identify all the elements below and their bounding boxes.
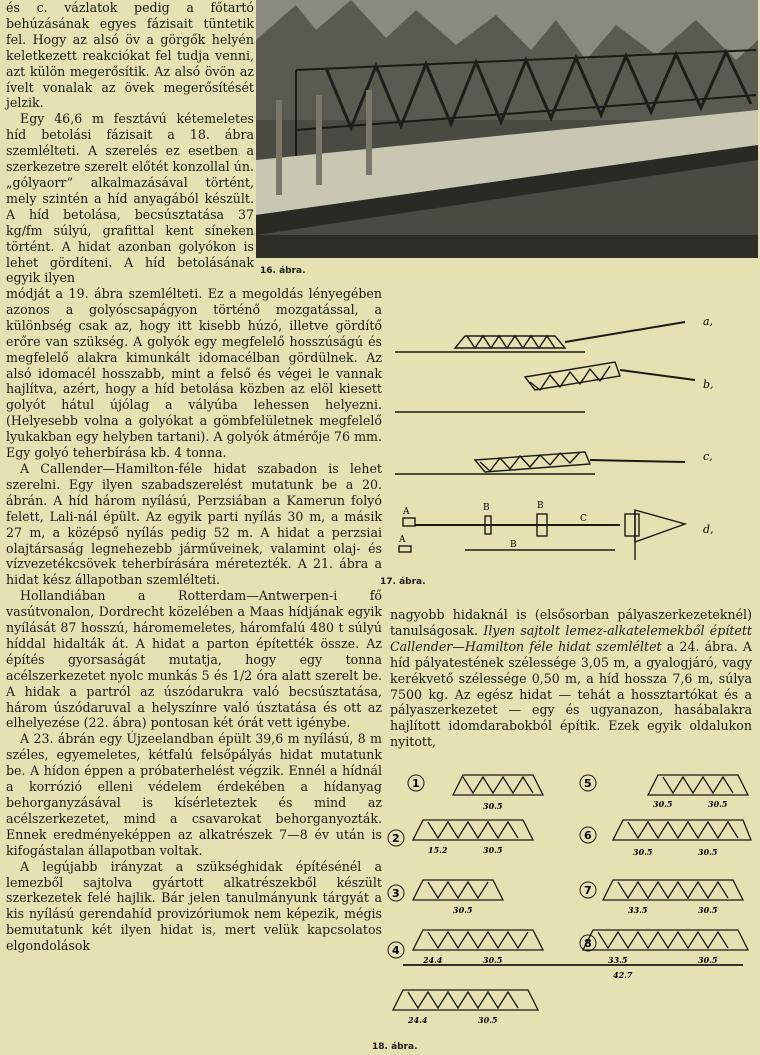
fig18-number: 7 bbox=[584, 884, 592, 897]
fig18-dim: 30.5 bbox=[633, 847, 653, 857]
figure-17-diagram bbox=[385, 292, 757, 596]
fig17-label-c: c, bbox=[703, 450, 713, 463]
fig18-number: 6 bbox=[584, 829, 592, 842]
fig18-dim: 15.2 bbox=[428, 845, 448, 855]
paragraph: A 23. ábrán egy Újzeelandban épült 39,6 m nyílású, 8 m széles, egyemeletes, kétfalú felsőpályás hidat mutatunk be. A hídon éppen a próbaterhelést végzik. Ennél a hídnál a korrózió elleni védelem érdekében a hídanyag behorganyzásával is kísérleteztek és mind az acélszerkezetet, mind a csavarokat beh͏organyozták. Ennek eredményeképpen az alkatrészek 7—8 év után is kifogástalan állapotban voltak. bbox=[6, 731, 382, 858]
fig18-dim: 30.5 bbox=[453, 905, 473, 915]
fig17-part-label: A bbox=[403, 507, 410, 517]
fig17-part-label: B bbox=[537, 501, 544, 511]
fig18-dim: 30.5 bbox=[698, 955, 718, 965]
fig17-label-b: b, bbox=[703, 378, 714, 391]
fig18-dim: 30.5 bbox=[708, 799, 728, 809]
fig18-dim: 30.5 bbox=[483, 801, 503, 811]
paragraph: Egy 46,6 m fesztávú kétemeletes híd betolási fázisait a 18. ábra szemlélteti. A szerelés ez esetben a szerkezetre szerelt előtét konzollal ún. „gólyaorr“ alkalmazásával történt, mely szintén a híd anyagából készült. A híd betolása, becsúsztatása 37 kg/fm súlyú, grafittal kent síneken történt. A hidat azonban golyókon is lehet gördíteni. A híd betolásának egyik ilyen bbox=[6, 111, 254, 286]
paragraph: és c. vázlatok pedig a főtartó behúzásának egyes fázisait tüntetik fel. Hogy az alsó öv a görgők helyén keletkezett reakciókat fel tudja venni, azt külön megerősítik. Az alsó övön az ívelt vonalak az övek megerősítését jelzik. bbox=[6, 0, 254, 111]
fig18-dim: 24.4 bbox=[423, 955, 443, 965]
right-text-column bbox=[390, 607, 752, 750]
fig18-dim: 33.5 bbox=[628, 905, 648, 915]
paragraph: A legújabb irányzat a szükséghidak építésénél a lemezből sajtolva gyártott alkatrészekből készült szerkezetek felé hajlik. Bár jelen tanulmányunk tárgyát a kis nyílású gerendahíd provizóriumok nem képezik, mégis bemutatunk két ilyen hidat is, mert velük kapcsolatos elgondolások bbox=[6, 858, 382, 954]
figure-caption: 17. ábra. bbox=[380, 577, 426, 587]
fig18-dim: 33.5 bbox=[608, 955, 628, 965]
figure-caption: 16. ábra. bbox=[260, 266, 306, 276]
fig17-part-label: A bbox=[399, 535, 406, 545]
fig18-dim: 30.5 bbox=[698, 905, 718, 915]
paragraph: A Callender—Hamilton-féle hidat szabadon is lehet szerelni. Egy ilyen szabadszerelést mutatunk be a 20. ábrán. A híd három nyílású, Perzsiában a Kamerun folyó felett, Lali-nál épült. Az egyik parti nyílás 30 m, a másik 27 m, a középső nyílás pedig 52 m. A hidat a perzsiai olajtársaság legnehezebb járműveinek, valamint olaj- és vízvezetékcsövek teherbírására méretezték. A 21. ábra a hidat kész állapotban szemlélteti. bbox=[6, 460, 382, 588]
top-text-column bbox=[6, 0, 254, 286]
main-text-column bbox=[6, 286, 382, 954]
fig17-part-label: B bbox=[483, 503, 490, 513]
fig18-dim: 30.5 bbox=[483, 845, 503, 855]
figure-caption: 18. ábra. bbox=[372, 1042, 418, 1052]
fig17-label-d: d, bbox=[703, 523, 714, 536]
fig18-dim: 30.5 bbox=[698, 847, 718, 857]
fig18-dim: 30.5 bbox=[653, 799, 673, 809]
fig18-number: 1 bbox=[412, 777, 420, 790]
figure-18-diagram bbox=[383, 765, 758, 1044]
paragraph bbox=[390, 607, 752, 750]
italic-span: Ilyen sajtolt lemez-alkatelemekből épített Callender—Hamilton féle hidat szemléltet bbox=[390, 622, 752, 654]
paragraph: módját a 19. ábra szemlélteti. Ez a megoldás lényegében azonos a golyóscsapágyon történő mozgatással, a különbség csak az, hogy itt kisebb húzó, illetve gördítő erőre van szükség. A golyók egy megfelelő hosszúságú és megfelelő alakra kimunkált idomacélban gördülnek. Az alsó idomacél hosszabb, mint a felső és végei le vannak hajlítva, azért, hogy a híd betolása közben az elöl kiesett golyót hátul újólag a vályúba lehessen helyezni. (Helyesebb volna a golyókat a gömbfelületnek megfelelő lyukakban egy helyben tartani). A golyók átmérője 76 mm. Egy golyó teherbírása kb. 4 tonna. bbox=[6, 286, 382, 461]
fig18-number: 3 bbox=[392, 887, 400, 900]
fig18-number: 5 bbox=[584, 777, 592, 790]
text-span: a 24. ábra. A híd pályatestének szélessége 3,05 m, a gyalogjáró, vagy kerékvető szélessége 0,50 m, a híd hossza 7,6 m, súlya 7500 kg. Az egész hidat — tehát a hossztartókat és a pályaszerkezetet — egy és ugyanazon, hasábalakra hajlított idomdarabokból építik. Ezek egyik oldalukon nyitott, bbox=[390, 638, 753, 750]
fig18-dim: 42.7 bbox=[613, 970, 633, 980]
fig18-dim: 30.5 bbox=[483, 955, 503, 965]
text-span: nagyobb hidaknál is (elsősorban pályaszerkezeteknél) tanulságosak. bbox=[390, 607, 752, 638]
fig18-dim: 24.4 bbox=[408, 1015, 428, 1025]
fig17-part-label: C bbox=[580, 514, 587, 524]
fig18-number: 4 bbox=[392, 944, 400, 957]
fig17-part-label: B bbox=[510, 540, 517, 550]
fig18-number: 2 bbox=[392, 832, 400, 845]
fig17-label-a: a, bbox=[703, 315, 714, 328]
bridge-photo bbox=[256, 0, 758, 258]
fig18-dim: 30.5 bbox=[478, 1015, 498, 1025]
paragraph: Hollandiában a Rotterdam—Antwerpen-i fő vasútvonalon, Dordrecht közelében a Maas hídjának egyik nyílását 87 hosszú, háromemeletes, háromfalú 480 t súlyú híddal hidalták át. A hidat a parton építették össze. Az építés gyorsaságát mutatja, hogy egy tonna acélszerkezetet nyolc munkás 5 és 1/2 óra alatt szerelt be. A hidak a partról az úszódarukra való becsúsztatása, három úszódaruval a helyszínre való úsztatása és ott az elhelyezése (22. ábra) pontosan két órát vett igénybe. bbox=[6, 588, 382, 731]
fig18-number: 8 bbox=[584, 937, 592, 950]
